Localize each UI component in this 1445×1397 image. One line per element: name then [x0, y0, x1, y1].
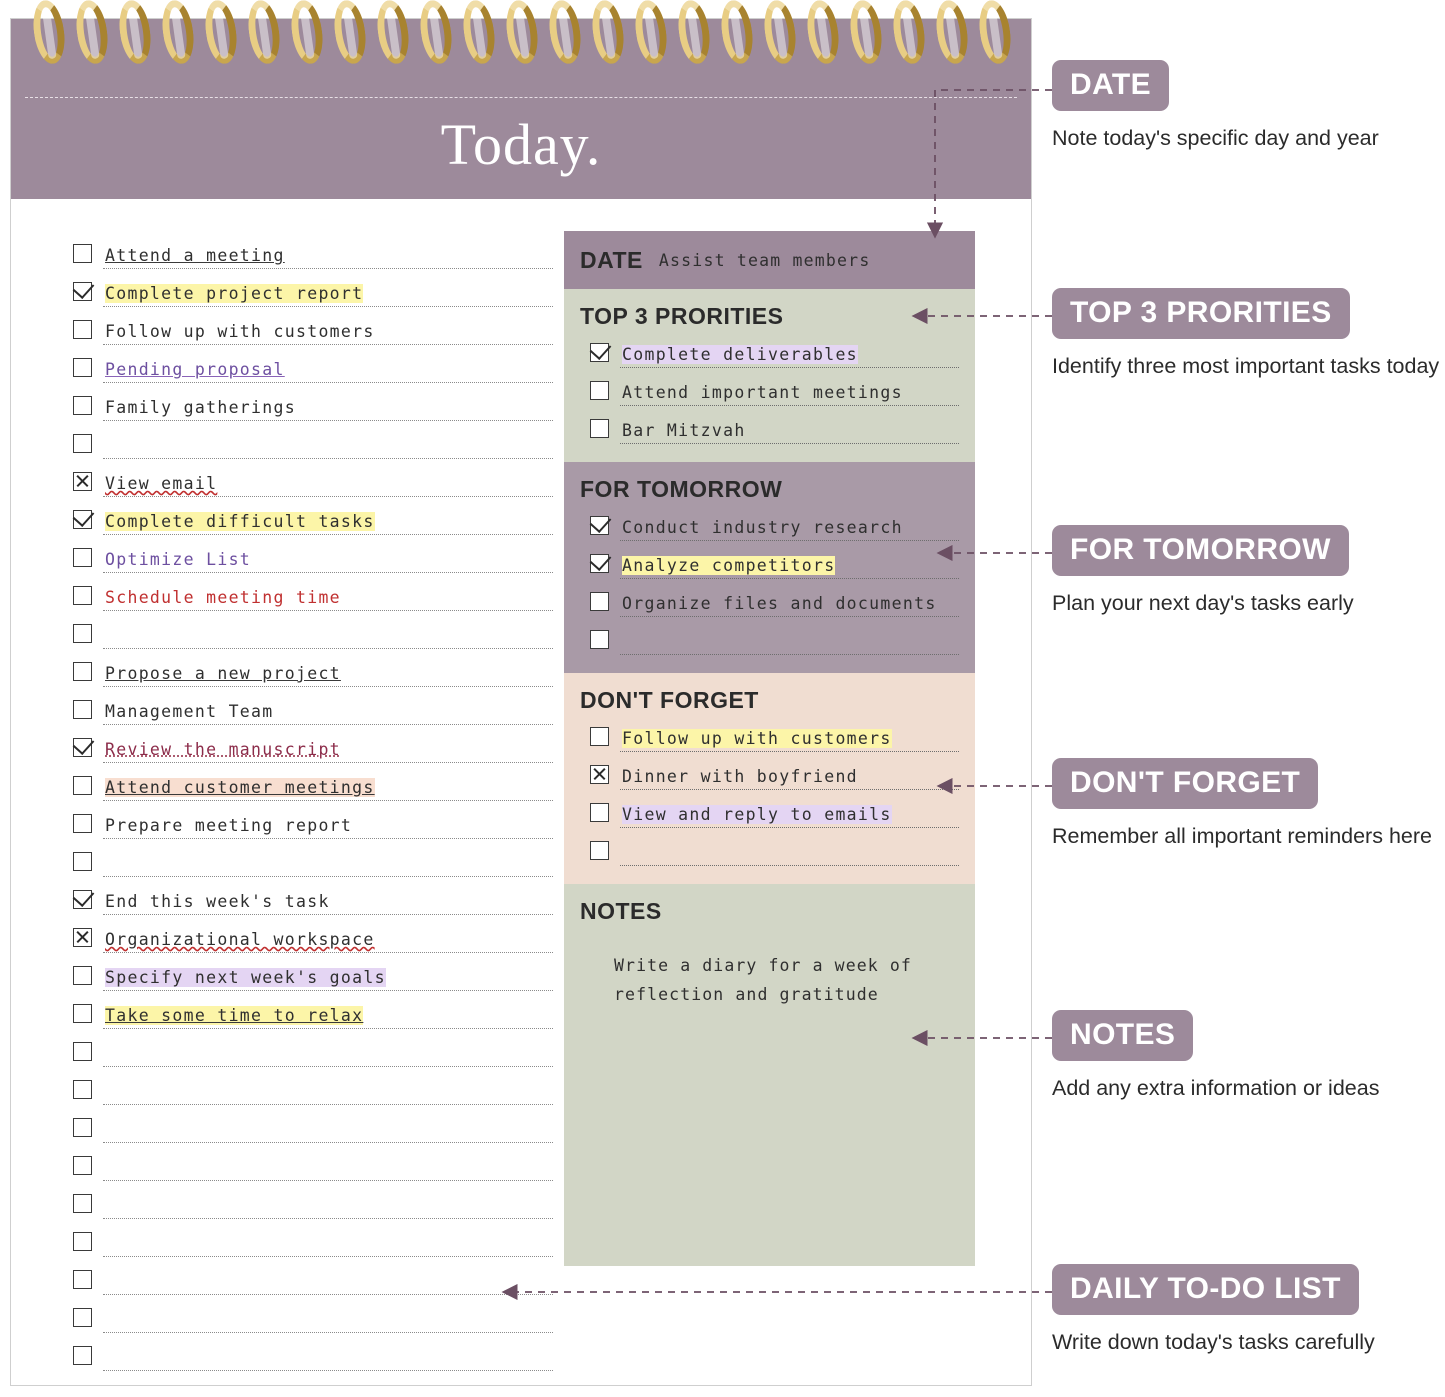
dont-forget-item-label: Dinner with boyfriend — [622, 767, 858, 786]
top3-item-label: Complete deliverables — [622, 345, 858, 364]
annotation-notes-badge: NOTES — [1052, 1010, 1193, 1061]
todo-item-label: Attend a meeting — [105, 246, 285, 265]
date-panel-title: DATE — [580, 246, 643, 273]
todo-item-label: Attend customer meetings — [105, 778, 375, 797]
todo-item-label: Schedule meeting time — [105, 588, 341, 607]
date-value[interactable]: Assist team members — [658, 250, 871, 270]
annotation-dont-forget-badge: DON'T FORGET — [1052, 758, 1318, 809]
todo-item-label: Follow up with customers — [105, 322, 375, 341]
annotation-date-desc: Note today's specific day and year — [1052, 126, 1379, 150]
notes-panel-title: NOTES — [580, 898, 662, 924]
todo-item-label: Organizational workspace — [105, 930, 375, 949]
annotation-top3-desc: Identify three most important tasks today — [1052, 354, 1440, 378]
page-title: Today. — [440, 112, 602, 177]
dont-forget-item-label: Follow up with customers — [622, 729, 892, 748]
annotation-notes-desc: Add any extra information or ideas — [1052, 1076, 1380, 1100]
dont-forget-panel-title: DON'T FORGET — [580, 687, 759, 713]
dont-forget-item-label: View and reply to emails — [622, 805, 892, 824]
notes-line-1: Write a diary for a week of — [614, 956, 912, 975]
todo-item-label: View email — [105, 474, 218, 493]
top3-item-label: Attend important meetings — [622, 383, 903, 402]
top3-item-label: Bar Mitzvah — [622, 421, 746, 440]
annotation-daily-todo-desc: Write down today's tasks carefully — [1052, 1330, 1375, 1354]
todo-item-label: Pending proposal — [105, 360, 285, 379]
todo-item-label: Specify next week's goals — [105, 968, 386, 987]
annotation-tomorrow-badge: FOR TOMORROW — [1052, 525, 1349, 576]
todo-item-label: Review the manuscript — [105, 740, 341, 759]
todo-item-label: Family gatherings — [105, 398, 296, 417]
todo-item-label: End this week's task — [105, 892, 330, 911]
tomorrow-item-label: Organize files and documents — [622, 594, 937, 613]
top3-panel-title: TOP 3 PRORITIES — [580, 303, 784, 329]
tomorrow-item-label: Analyze competitors — [622, 556, 836, 575]
todo-item-label: Optimize List — [105, 550, 252, 569]
todo-item-label: Propose a new project — [105, 664, 341, 683]
todo-item-label: Complete project report — [105, 284, 364, 303]
todo-item-label: Prepare meeting report — [105, 816, 353, 835]
todo-item-label: Take some time to relax — [105, 1006, 364, 1025]
annotation-top3-badge: TOP 3 PRORITIES — [1052, 288, 1350, 339]
annotation-daily-todo-badge: DAILY TO-DO LIST — [1052, 1264, 1359, 1315]
annotation-tomorrow-desc: Plan your next day's tasks early — [1052, 591, 1354, 615]
annotation-dont-forget-desc: Remember all important reminders here — [1052, 824, 1432, 848]
notes-line-2: reflection and gratitude — [614, 985, 879, 1004]
todo-item-label: Complete difficult tasks — [105, 512, 375, 531]
tomorrow-item-label: Conduct industry research — [622, 518, 903, 537]
todo-item-label: Management Team — [105, 702, 274, 721]
annotation-date-badge: DATE — [1052, 60, 1169, 111]
tomorrow-panel-title: FOR TOMORROW — [580, 476, 783, 502]
